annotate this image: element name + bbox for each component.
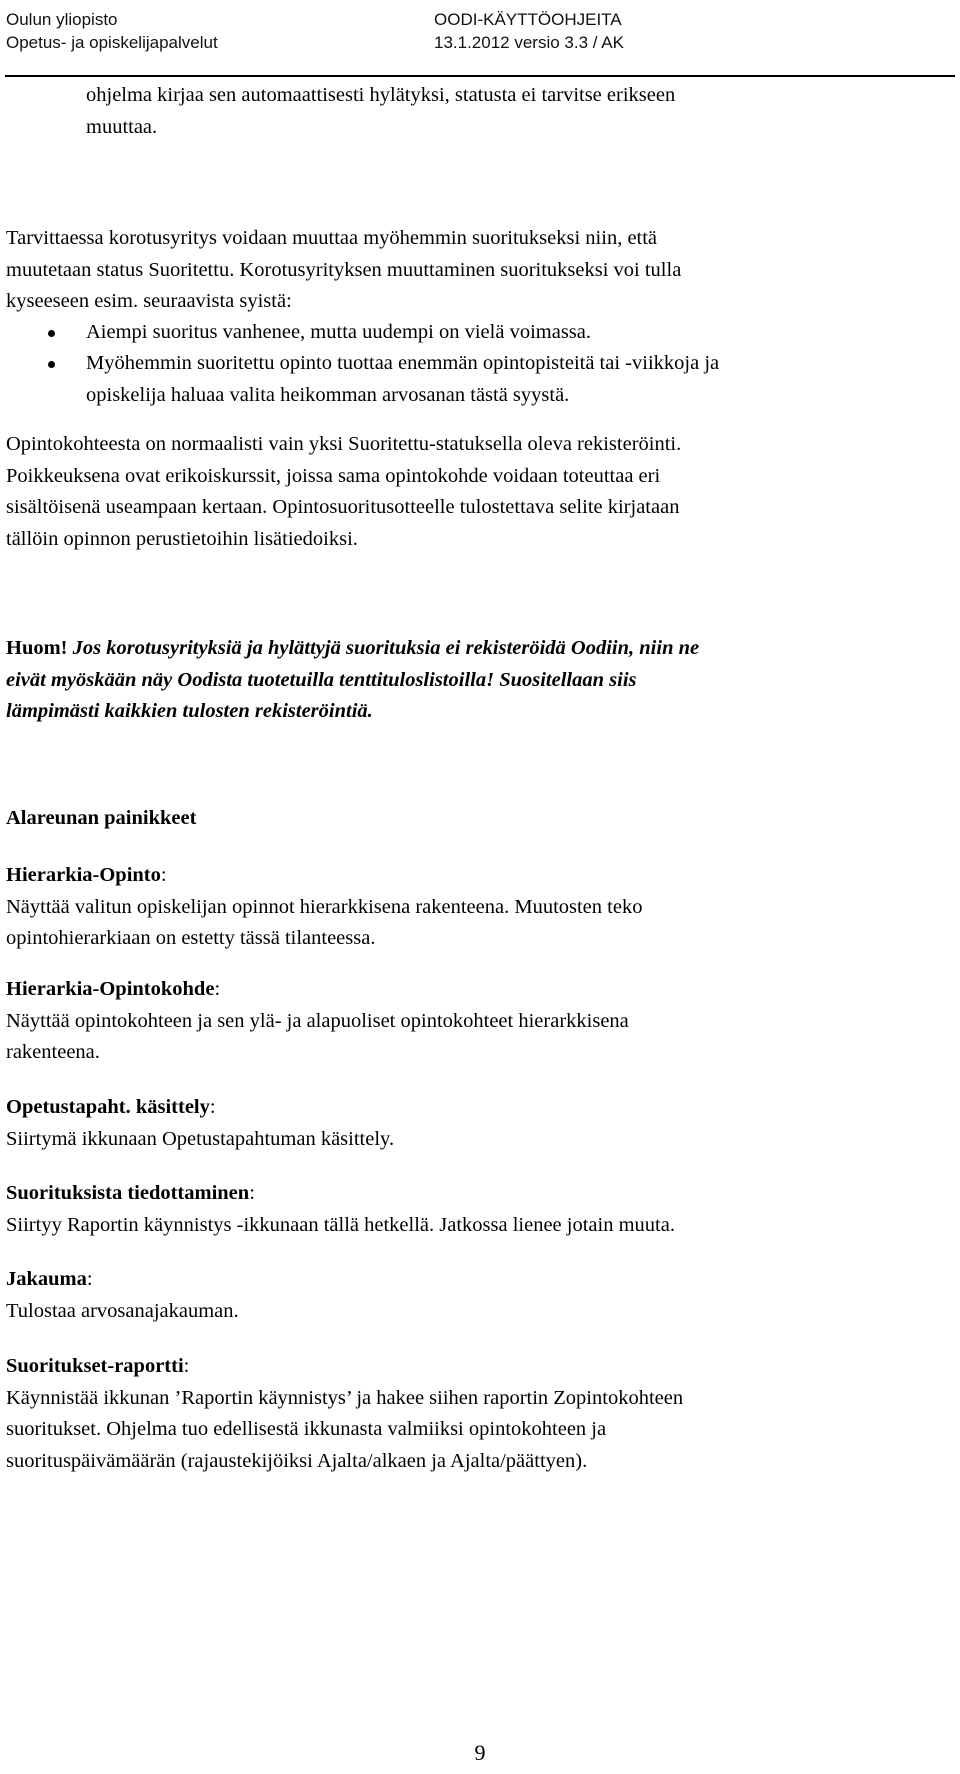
button-desc-jakauma [6,1264,926,1327]
button-desc-hierarkia-opintokohde [6,974,926,1069]
text-line: Siirtyy Raportin käynnistys -ikkunaan tällä hetkellä. Jatkossa lienee jotain muuta. [6,1213,675,1236]
text-line: Tarvittaessa korotusyritys voidaan muuttaa myöhemmin suoritukseksi niin, että [6,227,658,249]
paragraph-registration [6,429,926,555]
text-line: Poikkeuksena ovat erikoiskurssit, joissa sama opintokohde voidaan toteuttaa eri [6,464,661,487]
button-name: Suoritukset-raportti: [6,1355,190,1377]
text-line: opintohierarkiaan on estetty tässä tilanteessa. [6,927,376,949]
text-line: kyseeseen esim. seuraavista syistä: [6,290,292,312]
button-desc-suorituksista-tiedottaminen [6,1178,926,1241]
text-line: Näyttää opintokohteen ja sen ylä- ja alapuoliset opintokohteet hierarkkisena [6,1009,629,1032]
button-desc-opetustapaht [6,1092,926,1155]
button-name: Hierarkia-Opintokohde: [6,978,221,1000]
document-title: OODI-KÄYTTÖOHJEITA [434,10,622,29]
section-title: Alareunan painikkeet [6,807,197,829]
document-version: 13.1.2012 versio 3.3 / AK [434,33,624,52]
note-label: Huom! [6,637,68,659]
page-number: 9 [474,1740,486,1765]
text-line: lämpimästi kaikkien tulosten rekisteröintiä. [6,700,373,722]
continued-paragraph [86,80,946,143]
text-line: Myöhemmin suoritettu opinto tuottaa enemmän opintopisteitä tai -viikkoja ja [86,352,720,374]
header-right [434,8,624,54]
bullet-icon [48,361,55,368]
text-line: Opintokohteesta on normaalisti vain yksi Suoritettu-statuksella oleva rekisteröinti. [6,433,682,455]
text-line: sisältöisenä useampaan kertaan. Opintosuoritusotteelle tulostettava selite kirjataan [6,496,680,518]
text-line: Aiempi suoritus vanhenee, mutta uudempi on vielä voimassa. [86,321,591,343]
text-line: muutetaan status Suoritettu. Korotusyrityksen muuttaminen suoritukseksi voi tulla [6,258,682,281]
bullet-item [48,317,948,349]
button-name: Jakauma: [6,1268,93,1290]
button-desc-hierarkia-opinto [6,860,926,955]
button-name: Opetustapaht. käsittely: [6,1096,216,1118]
text-line: opiskelija haluaa valita heikomman arvosanan tästä syystä. [86,383,570,406]
text-line: suoritukset. Ohjelma tuo edellisestä ikkunasta valmiiksi opintokohteen ja [6,1418,607,1440]
note-paragraph [6,633,926,728]
text-line: Siirtymä ikkunaan Opetustapahtuman käsittely. [6,1127,395,1150]
button-name: Hierarkia-Opinto: [6,864,167,886]
button-desc-suoritukset-raportti [6,1351,926,1477]
header-divider [5,75,955,77]
button-name: Suorituksista tiedottaminen: [6,1182,255,1204]
text-line: suorituspäivämäärän (rajaustekijöiksi Ajalta/alkaen ja Ajalta/päättyen). [6,1449,588,1472]
text-line: eivät myöskään näy Oodista tuotetuilla tenttituloslistoilla! Suositellaan siis [6,668,637,691]
text-line: muuttaa. [86,115,158,138]
text-line: Näyttää valitun opiskelijan opinnot hierarkkisena rakenteena. Muutosten teko [6,895,643,918]
text-line: ohjelma kirjaa sen automaattisesti hylätyksi, statusta ei tarvitse erikseen [86,84,676,106]
text-line: Tulostaa arvosanajakauman. [6,1299,239,1322]
text-line: Huom! Jos korotusyrityksiä ja hylättyjä suorituksia ei rekisteröidä Oodiin, niin ne [6,637,700,659]
bullet-item [48,348,948,412]
text-line: rakenteena. [6,1041,100,1063]
bullet-icon [48,330,55,337]
paragraph-status-change [6,223,926,318]
text-line: Käynnistää ikkunan ’Raportin käynnistys’ ja hakee siihen raportin Zopintokohteen [6,1386,684,1409]
department-name: Opetus- ja opiskelijapalvelut [6,33,218,52]
header-left [6,8,218,54]
university-name: Oulun yliopisto [6,10,118,29]
text-line: tällöin opinnon perustietoihin lisätiedoiksi. [6,527,358,550]
